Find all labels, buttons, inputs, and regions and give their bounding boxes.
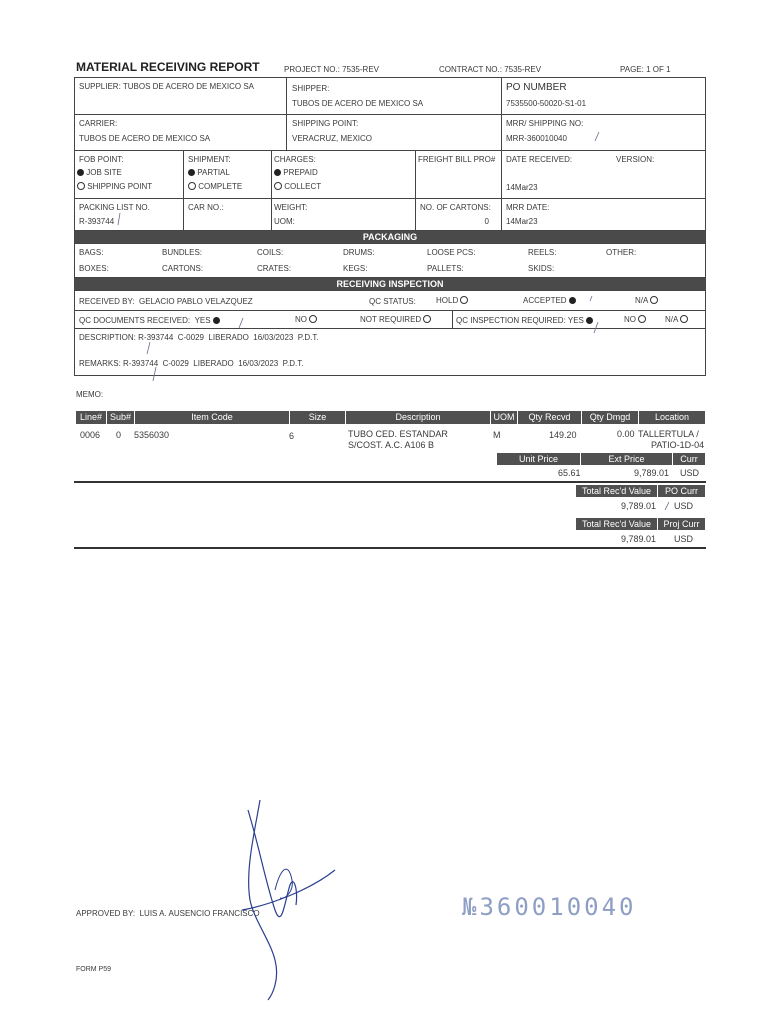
qc-docs-yes-label: YES bbox=[194, 316, 211, 325]
loose-pcs-label: LOOSE PCS: bbox=[427, 248, 476, 257]
item-description-2: S/COST. A.C. A106 B bbox=[348, 440, 435, 450]
proj-total-label: Total Rec'd Value bbox=[576, 518, 657, 530]
packing-list-value: R-393744 bbox=[79, 217, 115, 226]
freight-bill-label: FREIGHT BILL PRO# bbox=[418, 155, 496, 164]
contract-number: CONTRACT NO.: 7535-REV bbox=[439, 65, 542, 74]
version-label: VERSION: bbox=[616, 155, 655, 164]
ext-price-header: Ext Price bbox=[581, 453, 672, 465]
shipping-point-value: VERACRUZ, MEXICO bbox=[292, 134, 373, 143]
car-number-label: CAR NO.: bbox=[188, 203, 224, 212]
shipping-point-option-label: SHIPPING POINT bbox=[87, 182, 153, 191]
weight-label: WEIGHT: bbox=[274, 203, 308, 212]
remarks-value: R-393744 C-0029 LIBERADO 16/03/2023 P.D.T. bbox=[123, 359, 304, 368]
shipment-label: SHIPMENT: bbox=[188, 155, 231, 164]
item-code: 5356030 bbox=[134, 430, 170, 440]
signature bbox=[230, 790, 350, 1010]
qty-damaged: 0.00 bbox=[617, 429, 635, 439]
coils-label: COILS: bbox=[257, 248, 284, 257]
approved-by-value: LUIS A. AUSENCIO FRANCISCO bbox=[139, 909, 260, 918]
sub-number: 0 bbox=[116, 430, 122, 440]
receiving-inspection-header: RECEIVING INSPECTION bbox=[75, 278, 705, 291]
po-total-label: Total Rec'd Value bbox=[576, 485, 657, 497]
qty-received: 149.20 bbox=[549, 430, 577, 440]
complete-label: COMPLETE bbox=[198, 182, 243, 191]
skids-label: SKIDS: bbox=[528, 264, 555, 273]
hold-label: HOLD bbox=[436, 296, 459, 305]
shipper-label: SHIPPER: bbox=[292, 84, 330, 93]
qc-insp-no-label: NO bbox=[624, 315, 636, 324]
approved-by-label: APPROVED BY: bbox=[76, 909, 136, 918]
form-number: FORM P59 bbox=[76, 966, 112, 973]
col-qty-recvd: Qty Recvd bbox=[518, 411, 581, 424]
col-sub: Sub# bbox=[107, 411, 134, 424]
mrr-stamp: №360010040 bbox=[462, 893, 637, 921]
received-by-value: GELACIO PABLO VELAZQUEZ bbox=[139, 297, 253, 306]
report-title: MATERIAL RECEIVING REPORT bbox=[76, 60, 260, 74]
charges-label: CHARGES: bbox=[274, 155, 316, 164]
col-description: Description bbox=[346, 411, 490, 424]
col-line: Line# bbox=[76, 411, 106, 424]
cartons-pkg-label: CARTONS: bbox=[162, 264, 204, 273]
date-received-label: DATE RECEIVED: bbox=[506, 155, 573, 164]
supplier-value: TUBOS DE ACERO DE MEXICO SA bbox=[122, 82, 255, 91]
col-qty-dmgd: Qty Dmgd bbox=[582, 411, 638, 424]
unit-price-header: Unit Price bbox=[497, 453, 580, 465]
po-total-currency: USD bbox=[674, 501, 694, 511]
packing-list-label: PACKING LIST NO. bbox=[79, 203, 150, 212]
kegs-label: KEGS: bbox=[343, 264, 368, 273]
qc-inspection-label: QC INSPECTION REQUIRED: bbox=[456, 316, 566, 325]
carrier-label: CARRIER: bbox=[79, 119, 118, 128]
drums-label: DRUMS: bbox=[343, 248, 375, 257]
location-1: TALLERTULA / bbox=[638, 429, 699, 439]
fob-label: FOB POINT: bbox=[79, 155, 124, 164]
bundles-label: BUNDLES: bbox=[162, 248, 203, 257]
accepted-label: ACCEPTED bbox=[523, 296, 567, 305]
item-description-1: TUBO CED. ESTANDAR bbox=[348, 429, 448, 439]
na-label: N/A bbox=[635, 296, 648, 305]
received-by-label: RECEIVED BY: bbox=[79, 297, 135, 306]
mrr-shipping-label: MRR/ SHIPPING NO: bbox=[506, 119, 584, 128]
other-label: OTHER: bbox=[606, 248, 637, 257]
shipper-value: TUBOS DE ACERO DE MEXICO SA bbox=[292, 99, 424, 108]
qc-docs-label: QC DOCUMENTS RECEIVED: bbox=[79, 316, 191, 325]
po-currency-header: PO Curr bbox=[658, 485, 705, 497]
item-size: 6 bbox=[289, 431, 295, 441]
description-label: DESCRIPTION: bbox=[79, 333, 136, 342]
carrier-value: TUBOS DE ACERO DE MEXICO SA bbox=[79, 134, 211, 143]
collect-label: COLLECT bbox=[284, 182, 322, 191]
supplier-label: SUPPLIER: bbox=[79, 82, 121, 91]
curr-header: Curr bbox=[673, 453, 705, 465]
bags-label: BAGS: bbox=[79, 248, 104, 257]
proj-total-currency: USD bbox=[674, 534, 694, 544]
unit-price-value: 65.61 bbox=[558, 468, 581, 478]
po-number-label: PO NUMBER bbox=[506, 82, 567, 93]
qc-docs-no-label: NO bbox=[295, 315, 307, 324]
prepaid-label: PREPAID bbox=[283, 168, 318, 177]
po-total-value: 9,789.01 bbox=[621, 501, 657, 511]
partial-label: PARTIAL bbox=[197, 168, 230, 177]
memo-label: MEMO: bbox=[76, 390, 104, 399]
remarks-label: REMARKS: bbox=[79, 359, 121, 368]
proj-total-value: 9,789.01 bbox=[621, 534, 657, 544]
qc-insp-yes-label: YES bbox=[567, 316, 584, 325]
packaging-header: PACKAGING bbox=[75, 231, 705, 244]
col-item-code: Item Code bbox=[135, 411, 289, 424]
divider-bottom bbox=[74, 547, 706, 549]
pallets-label: PALLETS: bbox=[427, 264, 464, 273]
location-2: PATIO-1D-04 bbox=[651, 440, 705, 450]
col-uom: UOM bbox=[491, 411, 517, 424]
divider bbox=[74, 481, 706, 483]
ext-price-currency: USD bbox=[680, 468, 700, 478]
item-uom: M bbox=[493, 430, 501, 440]
mrr-shipping-value: MRR-360010040 bbox=[506, 134, 567, 143]
ext-price-value: 9,789.01 bbox=[634, 468, 670, 478]
col-size: Size bbox=[290, 411, 345, 424]
date-received-value: 14Mar23 bbox=[506, 183, 538, 192]
qc-status-label: QC STATUS: bbox=[369, 297, 416, 306]
line-number: 0006 bbox=[80, 430, 101, 440]
page-indicator: PAGE: 1 OF 1 bbox=[620, 65, 671, 74]
col-location: Location bbox=[639, 411, 705, 424]
crates-label: CRATES: bbox=[257, 264, 292, 273]
reels-label: REELS: bbox=[528, 248, 557, 257]
job-site-label: JOB SITE bbox=[86, 168, 122, 177]
shipping-point-label: SHIPPING POINT: bbox=[292, 119, 359, 128]
cartons-label: NO. OF CARTONS: bbox=[420, 203, 491, 212]
po-number-value: 7535500-50020-S1-01 bbox=[506, 99, 587, 108]
mrr-date-label: MRR DATE: bbox=[506, 203, 550, 212]
mrr-date-value: 14Mar23 bbox=[506, 217, 538, 226]
description-value: R-393744 C-0029 LIBERADO 16/03/2023 P.D.T. bbox=[138, 333, 319, 342]
not-required-label: NOT REQUIRED bbox=[360, 315, 422, 324]
weight-uom-label: UOM: bbox=[274, 217, 295, 226]
proj-currency-header: Proj Curr bbox=[658, 518, 705, 530]
project-number: PROJECT NO.: 7535-REV bbox=[284, 65, 379, 74]
qc-insp-na-label: N/A bbox=[665, 315, 678, 324]
boxes-label: BOXES: bbox=[79, 264, 109, 273]
cartons-value: 0 bbox=[484, 217, 489, 226]
